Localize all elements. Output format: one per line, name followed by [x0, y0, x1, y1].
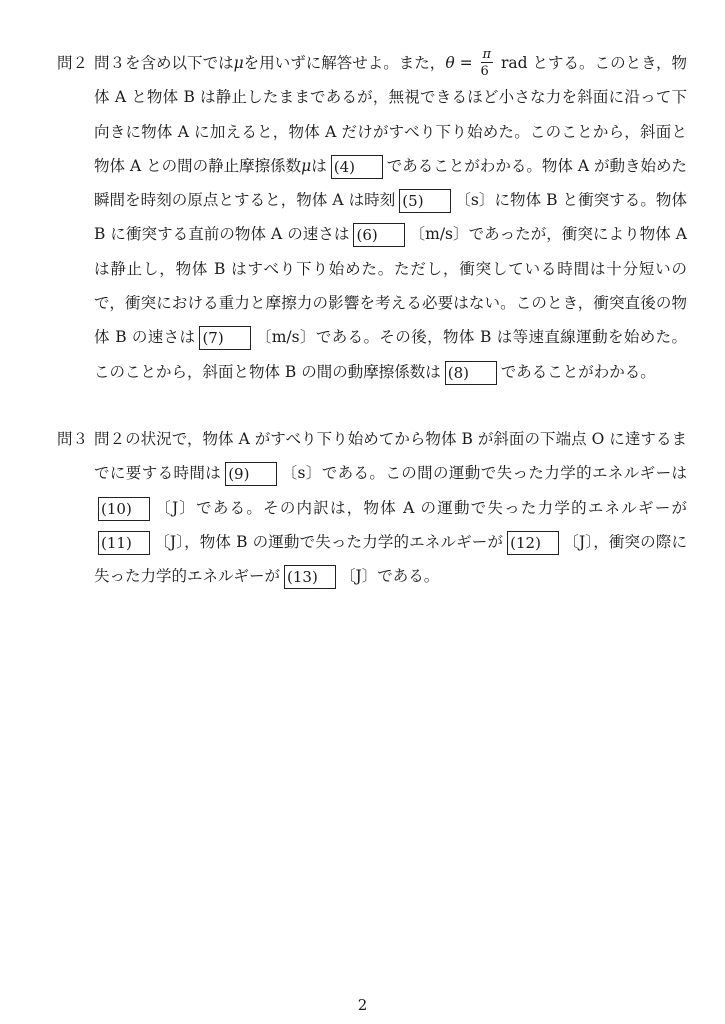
q2-text-7: 〔m/s〕である。その後，物体 B は等速直線運動を始めた。このことから，斜面と物体 B の間の動摩擦係数は	[94, 328, 687, 381]
answer-box-4: (4)	[331, 155, 383, 179]
question-3	[57, 422, 687, 593]
q2-text-6: 〔m/s〕であったが，衝突により物体 A は静止し，物体 B はすべり下り始めた。ただし，衝突している時間は十分短いので，衝突における重力と摩擦力の影響を考える必要はない。このとき，衝突直後の物体 B の速さは	[94, 225, 687, 347]
q3-text-4: 〔J〕，物体 B の運動で失った力学的エネルギーが	[154, 532, 504, 551]
q2-text-3: rad とする。このとき，物体 A と物体 B は静止したままであるが，無視できるほど小さな力を斜面に沿って下向きに物体 A に加えると，物体 A だけがすべり下り始めた。このことから，斜面と物体 A との間の静止摩擦係数	[94, 54, 687, 175]
q3-text-6: 〔J〕である。	[340, 567, 440, 586]
q2-text-1: 問３を含め以下では	[94, 54, 234, 72]
q3-text-2: 〔s〕である。この間の運動で失った力学的エネルギーは	[281, 464, 687, 483]
answer-box-12: (12)	[507, 531, 559, 555]
equals-sign: =	[454, 54, 478, 72]
question-3-text	[94, 422, 687, 593]
answer-box-5: (5)	[399, 189, 451, 213]
answer-box-7: (7)	[199, 326, 251, 350]
answer-box-10: (10)	[98, 497, 150, 521]
q2-text-5: 〔s〕に物体 B と衝突する。物体 B に衝突する直前の物体 A の速さは	[94, 191, 687, 244]
q2-text-4: であることがわかる。物体 A が動き始めた瞬間を時刻の原点とすると，物体 A は時刻	[94, 156, 687, 210]
q2-text-8: であることがわかる。	[500, 362, 656, 381]
answer-box-11: (11)	[98, 531, 150, 555]
answer-box-6: (6)	[353, 223, 405, 247]
page-number: 2	[357, 996, 368, 1014]
answer-box-9: (9)	[225, 462, 277, 486]
mu-symbol-2: μ	[301, 156, 312, 175]
q2-text-2: を用いずに解答せよ。また，	[243, 54, 446, 72]
q2-text-3b: は	[311, 156, 327, 175]
pi-over-6-fraction	[481, 48, 494, 78]
fraction-denominator: 6	[480, 64, 489, 79]
theta-symbol: θ	[445, 54, 455, 72]
answer-box-8: (8)	[445, 361, 497, 385]
q3-text-1: 問２の状況で，物体 A がすべり下り始めてから物体 B が斜面の下端点 O に達するまでに要する時間は	[94, 430, 687, 483]
q3-text-5: 〔J〕，衝突の際に失った力学的エネルギーが	[94, 532, 687, 586]
question-3-number: 問３	[57, 430, 89, 448]
question-2	[57, 46, 687, 389]
mu-symbol: μ	[233, 54, 244, 72]
answer-box-13: (13)	[284, 565, 336, 589]
q3-text-3: 〔J〕である。その内訳は，物体 A の運動で失った力学的エネルギーが	[154, 498, 687, 517]
fraction-numerator: π	[482, 47, 492, 62]
question-2-number: 問２	[57, 54, 89, 72]
question-2-text	[94, 46, 687, 389]
